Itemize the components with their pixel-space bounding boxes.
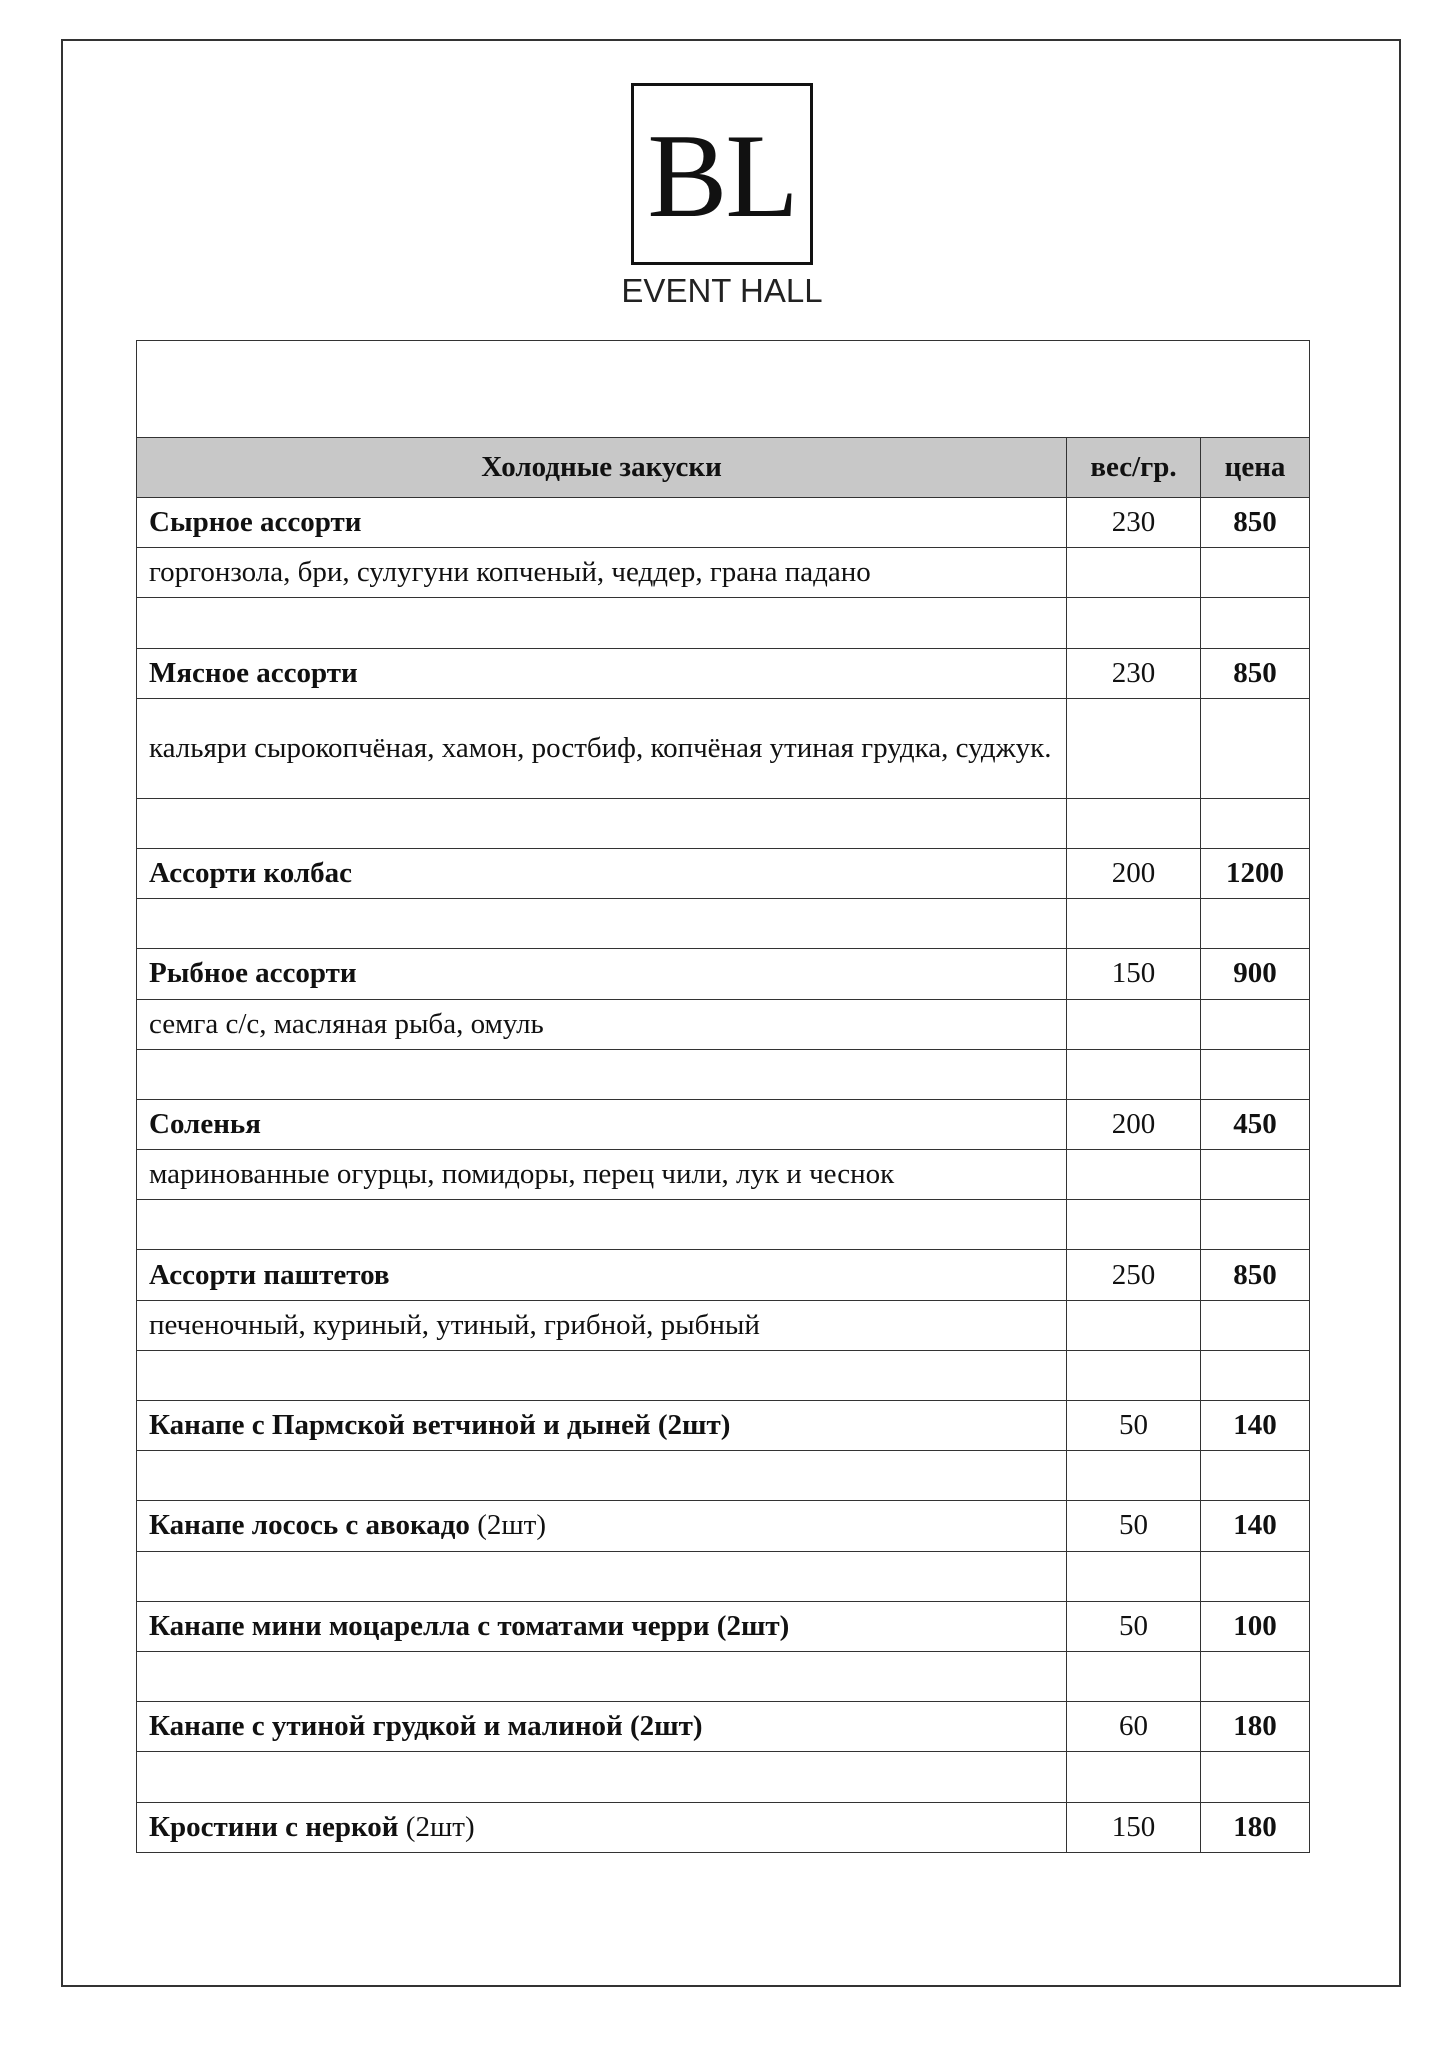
item-name-cell — [137, 1802, 1067, 1852]
table-row-blank — [137, 1200, 1310, 1250]
table-row-blank — [137, 1451, 1310, 1501]
logo-letters: BL — [647, 109, 797, 242]
item-weight: 60 — [1067, 1702, 1201, 1752]
table-row-blank — [137, 598, 1310, 648]
table-row-description — [137, 698, 1310, 798]
blank-cell — [1201, 1049, 1310, 1099]
table-row-description — [137, 1300, 1310, 1350]
blank-cell — [1067, 1551, 1201, 1601]
item-description: кальяри сырокопчёная, хамон, ростбиф, копчёная утиная грудка, суджук. — [137, 698, 1067, 798]
table-row-item — [137, 1099, 1310, 1149]
table-row-item — [137, 1401, 1310, 1451]
blank-cell — [137, 1752, 1067, 1802]
item-price: 850 — [1201, 648, 1310, 698]
blank-cell — [1067, 598, 1201, 648]
blank-cell — [137, 1200, 1067, 1250]
blank-cell — [1201, 698, 1310, 798]
item-description: маринованные огурцы, помидоры, перец чили, лук и чеснок — [137, 1150, 1067, 1200]
blank-cell — [1067, 999, 1201, 1049]
item-name-cell — [137, 1250, 1067, 1300]
blank-cell — [1201, 1200, 1310, 1250]
blank-cell — [1201, 999, 1310, 1049]
item-price: 140 — [1201, 1501, 1310, 1551]
item-price: 140 — [1201, 1401, 1310, 1451]
item-name-cell — [137, 648, 1067, 698]
item-price: 1200 — [1201, 848, 1310, 898]
item-weight: 230 — [1067, 648, 1201, 698]
table-row-blank — [137, 1551, 1310, 1601]
blank-cell — [1201, 899, 1310, 949]
item-name: Мясное ассорти — [149, 656, 358, 689]
header-name: Холодные закуски — [137, 438, 1067, 498]
table-row-blank — [137, 1752, 1310, 1802]
item-name: Канапе лосось с авокадо — [149, 1509, 470, 1542]
blank-cell — [1201, 798, 1310, 848]
item-weight: 250 — [1067, 1250, 1201, 1300]
item-name: Канапе мини моцарелла с томатами черри (2шт) — [149, 1609, 790, 1642]
blank-cell — [137, 598, 1067, 648]
blank-cell — [1067, 1651, 1201, 1701]
item-name: Кростини с неркой — [149, 1810, 399, 1843]
table-row-description — [137, 1150, 1310, 1200]
item-name-cell — [137, 498, 1067, 548]
blank-cell — [1067, 798, 1201, 848]
item-description: горгонзола, бри, сулугуни копченый, чеддер, грана падано — [137, 548, 1067, 598]
blank-cell — [1067, 899, 1201, 949]
item-weight: 150 — [1067, 1802, 1201, 1852]
blank-cell — [1201, 1651, 1310, 1701]
item-weight: 50 — [1067, 1501, 1201, 1551]
item-name-cell — [137, 1401, 1067, 1451]
item-weight: 200 — [1067, 848, 1201, 898]
table-row-blank — [137, 1651, 1310, 1701]
blank-cell — [1067, 1150, 1201, 1200]
blank-cell — [137, 341, 1310, 438]
table-row-item — [137, 1601, 1310, 1651]
blank-cell — [1067, 548, 1201, 598]
blank-cell — [1067, 1049, 1201, 1099]
blank-cell — [137, 798, 1067, 848]
blank-cell — [1201, 1752, 1310, 1802]
blank-cell — [137, 1049, 1067, 1099]
item-name: Ассорти паштетов — [149, 1258, 390, 1291]
item-price: 180 — [1201, 1802, 1310, 1852]
blank-cell — [1201, 548, 1310, 598]
item-name-extra: (2шт) — [469, 1509, 547, 1542]
blank-cell — [1201, 1300, 1310, 1350]
item-name: Ассорти колбас — [149, 857, 352, 890]
item-name: Канапе с утиной грудкой и малиной (2шт) — [149, 1710, 703, 1743]
item-name-cell — [137, 1099, 1067, 1149]
item-price: 850 — [1201, 1250, 1310, 1300]
blank-cell — [137, 899, 1067, 949]
table-row-blank — [137, 899, 1310, 949]
item-description: печеночный, куриный, утиный, грибной, рыбный — [137, 1300, 1067, 1350]
item-name-cell — [137, 1702, 1067, 1752]
table-row-blank — [137, 1049, 1310, 1099]
menu-table — [136, 340, 1310, 1853]
table-row-blank — [137, 1350, 1310, 1400]
item-name-cell — [137, 949, 1067, 999]
blank-cell — [1067, 1350, 1201, 1400]
item-weight: 50 — [1067, 1601, 1201, 1651]
item-price: 850 — [1201, 498, 1310, 548]
item-description: семга с/с, масляная рыба, омуль — [137, 999, 1067, 1049]
item-name: Канапе с Пармской ветчиной и дыней (2шт) — [149, 1409, 731, 1442]
table-row-item — [137, 848, 1310, 898]
item-price: 900 — [1201, 949, 1310, 999]
item-price: 100 — [1201, 1601, 1310, 1651]
header-price: цена — [1201, 438, 1310, 498]
blank-cell — [1201, 1150, 1310, 1200]
table-row-item — [137, 498, 1310, 548]
blank-cell — [137, 1551, 1067, 1601]
blank-cell — [1201, 1551, 1310, 1601]
blank-cell — [1067, 1752, 1201, 1802]
item-weight: 50 — [1067, 1401, 1201, 1451]
table-row-item — [137, 1501, 1310, 1551]
item-weight: 200 — [1067, 1099, 1201, 1149]
header-weight: вес/гр. — [1067, 438, 1201, 498]
logo-subtitle: EVENT HALL — [621, 272, 823, 309]
blank-cell — [1067, 698, 1201, 798]
item-name: Рыбное ассорти — [149, 957, 357, 990]
item-name: Сырное ассорти — [149, 506, 362, 539]
item-weight: 150 — [1067, 949, 1201, 999]
blank-cell — [1201, 1350, 1310, 1400]
blank-cell — [1201, 598, 1310, 648]
blank-cell — [137, 1651, 1067, 1701]
item-price: 180 — [1201, 1702, 1310, 1752]
item-name-cell — [137, 1601, 1067, 1651]
blank-cell — [1067, 1300, 1201, 1350]
item-price: 450 — [1201, 1099, 1310, 1149]
table-row-item — [137, 1250, 1310, 1300]
item-name-cell — [137, 848, 1067, 898]
item-name-extra: (2шт) — [398, 1810, 475, 1843]
blank-cell — [1201, 1451, 1310, 1501]
table-row-blank — [137, 798, 1310, 848]
table-row-item — [137, 1802, 1310, 1852]
blank-cell — [137, 1451, 1067, 1501]
table-row-description — [137, 999, 1310, 1049]
blank-cell — [1067, 1451, 1201, 1501]
item-name-cell — [137, 1501, 1067, 1551]
item-name: Соленья — [149, 1107, 261, 1140]
table-blank-top-row — [137, 341, 1310, 438]
logo — [631, 83, 813, 265]
table-row-item — [137, 949, 1310, 999]
blank-cell — [137, 1350, 1067, 1400]
table-row-item — [137, 648, 1310, 698]
table-row-description — [137, 548, 1310, 598]
table-header-row — [137, 438, 1310, 498]
item-weight: 230 — [1067, 498, 1201, 548]
blank-cell — [1067, 1200, 1201, 1250]
table-row-item — [137, 1702, 1310, 1752]
